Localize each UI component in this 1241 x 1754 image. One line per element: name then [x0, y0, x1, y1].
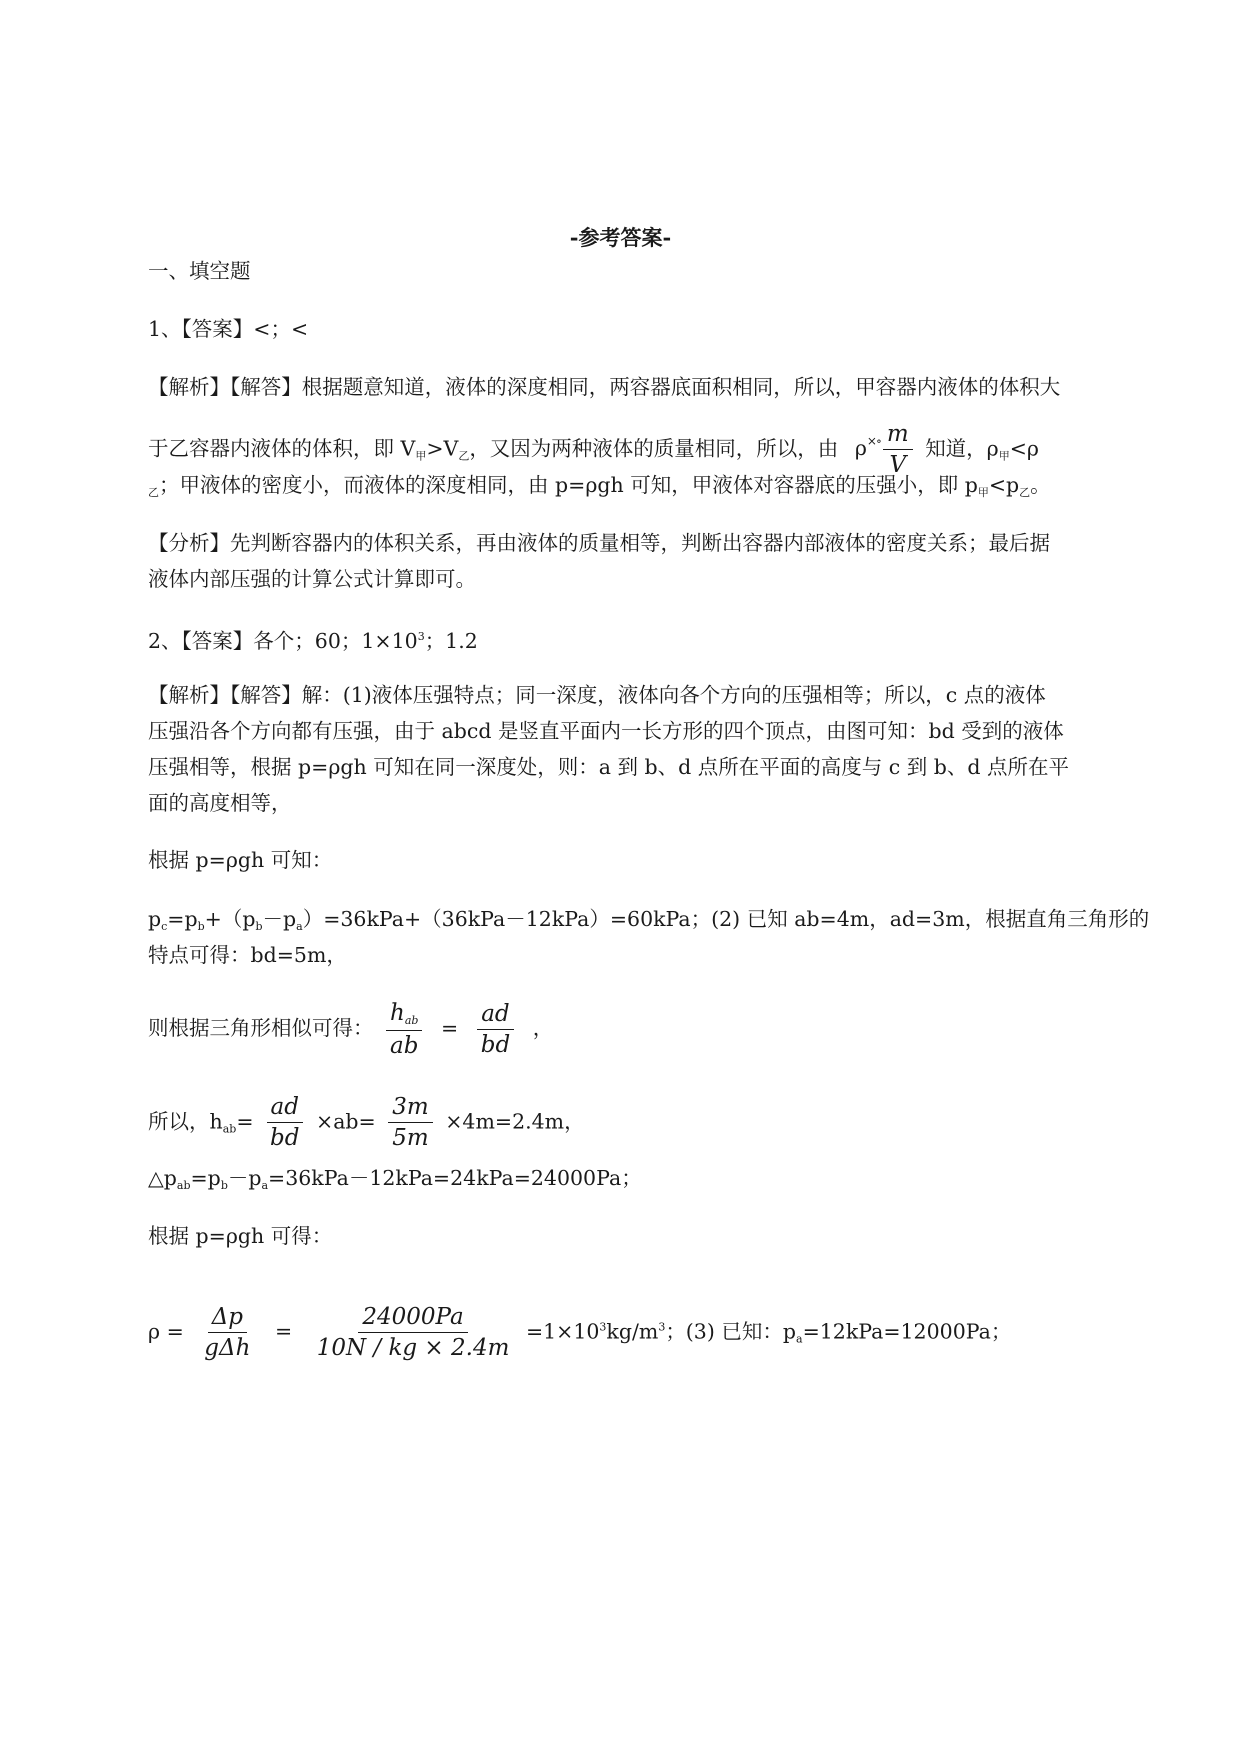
q2-height-calc: 所以，$h_{ab}=$ $\frac{ad}{bd}$ ×ab= $\frac{3m}{5m}$ ×4m=2.4m， — [148, 1094, 585, 1152]
page-title: -参考答案- — [569, 225, 672, 250]
q1-solution-line-1: 【解析】【解答】根据题意知道，液体的深度相同，两容器底面积相同，所以，甲容器内液体的体积大 — [148, 375, 1061, 399]
q2-pressure-equation: $p_c=p_b+(p_b-p_a)=36kPa+(36kPa-12kPa)=60kPa$；(2) 已知 ab=4m，ad=3m，根据直角三角形的 — [148, 907, 1150, 933]
q2-similar-triangles: 则根据三角形相似可得： $\frac{h_{ab}}{ab}$ = $\frac{ad}{bd}$ ， — [148, 1000, 554, 1059]
q2-solution-line-1: 【解析】【解答】解：(1)液体压强特点；同一深度，液体向各个方向的压强相等；所以，c 点的液体 — [148, 683, 1046, 707]
q1-solution-line-2: 于乙容器内液体的体积，即 $V_甲>V_乙$，又因为两种液体的质量相同，所以，由 ρ×∘ $\frac{m}{V}$ 知道，$\rho_甲<\rho$ — [148, 421, 1039, 479]
q2-solution-line-3: 压强相等，根据 p=ρgh 可知在同一深度处，则：a 到 b、d 点所在平面的高度与 c 到 b、d 点所在平 — [148, 755, 1070, 779]
q1-analysis-line-2: 液体内部压强的计算公式计算即可。 — [148, 567, 476, 591]
density-formula: ρ×∘ $\frac{m}{V}$ — [855, 436, 925, 460]
q2-solution-line-7: 特点可得：bd=5m， — [148, 943, 347, 967]
section-heading: 一、填空题 — [148, 259, 251, 283]
q2-density-calc: ρ = $\frac{\Delta p}{\text{gΔh}}$ = $\frac{24000Pa}{10N / kg \times 2.4m}$ $=1\times 10^3kg/m^3$；(3) 已知：$p_a=12kPa=12000Pa$； — [148, 1304, 1012, 1362]
q2-answer: 2、【答案】各个；60；$1\times 10^3$；1.2 — [148, 629, 478, 653]
q2-solution-line-4: 面的高度相等， — [148, 791, 292, 815]
q2-pressure-difference: $\triangle p_{ab}=p_b-p_a=36kPa-12kPa=24kPa=24000Pa$； — [148, 1166, 642, 1192]
q2-solution-line-11: 根据 p=ρgh 可得： — [148, 1224, 333, 1248]
q1-analysis-line-1: 【分析】先判断容器内的体积关系，再由液体的质量相等，判断出容器内部液体的密度关系；最后据 — [148, 531, 1050, 555]
q1-solution-line-3: $_乙$；甲液体的密度小，而液体的深度相同，由 p=ρgh 可知，甲液体对容器底的压强小，即 $p_甲<p_乙$。 — [148, 473, 1051, 499]
q2-solution-line-2: 压强沿各个方向都有压强，由于 abcd 是竖直平面内一长方形的四个顶点，由图可知：bd 受到的液体 — [148, 719, 1064, 743]
q1-answer: 1、【答案】<；< — [148, 317, 309, 341]
q2-solution-line-5: 根据 p=ρgh 可知： — [148, 848, 333, 872]
